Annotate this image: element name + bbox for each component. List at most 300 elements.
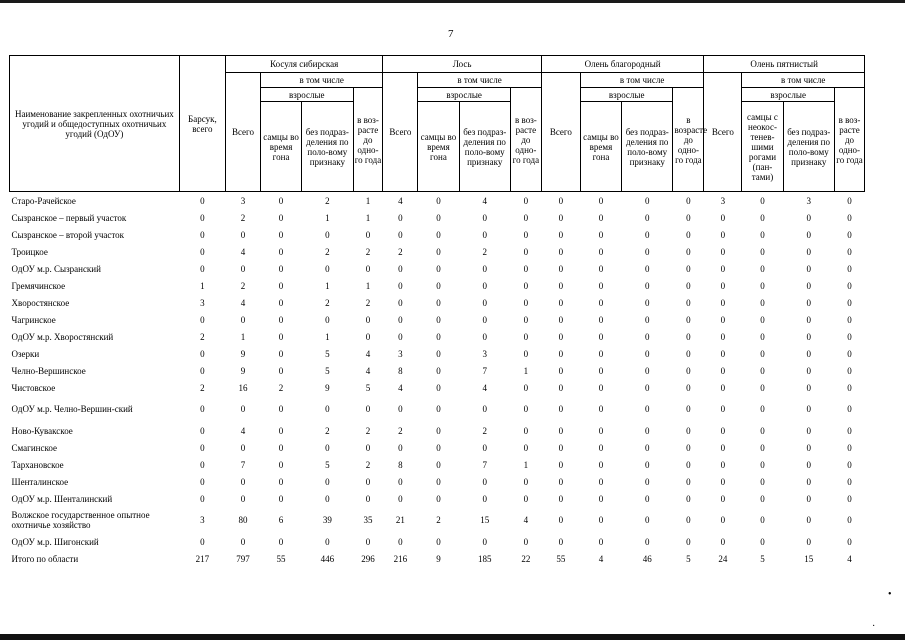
table-cell: 0 bbox=[806, 365, 811, 376]
hunting-ground-name: Ново-Кувакское bbox=[11, 425, 73, 436]
table-row bbox=[10, 277, 865, 294]
table-cell: 5 bbox=[686, 553, 691, 564]
table-cell: 0 bbox=[398, 442, 403, 453]
table-cell: 216 bbox=[393, 553, 408, 564]
hunting-ground-name: Челно-Вершинское bbox=[11, 365, 86, 376]
table-cell: 0 bbox=[760, 515, 765, 525]
table-cell: 0 bbox=[482, 331, 487, 342]
table-cell: 0 bbox=[806, 348, 811, 359]
subheader-adults: взрослые bbox=[580, 88, 673, 102]
table-cell: 0 bbox=[278, 493, 284, 504]
table-cell: 1 bbox=[523, 365, 529, 376]
table-cell: 16 bbox=[238, 382, 248, 393]
table-cell: 0 bbox=[720, 212, 726, 223]
group-header-sika-deer: Олень пятнистый bbox=[704, 56, 865, 73]
hunting-ground-name: ОдОУ м.р. Шенталинский bbox=[11, 493, 113, 504]
table-row bbox=[10, 456, 865, 473]
table-cell: 0 bbox=[278, 476, 284, 487]
table-cell: 3 bbox=[200, 297, 205, 308]
table-cell: 0 bbox=[482, 536, 487, 547]
table-cell: 0 bbox=[644, 476, 650, 487]
table-cell: 0 bbox=[760, 382, 765, 393]
table-cell: 0 bbox=[200, 365, 205, 376]
table-cell: 0 bbox=[436, 246, 441, 257]
table-cell: 9 bbox=[325, 382, 330, 393]
table-row bbox=[10, 192, 865, 210]
table-cell: 0 bbox=[644, 404, 650, 414]
table-cell: 0 bbox=[523, 476, 529, 487]
table-cell: 0 bbox=[365, 229, 371, 240]
table-cell: 0 bbox=[436, 536, 441, 547]
table-cell: 4 bbox=[847, 553, 852, 564]
table-cell: 797 bbox=[236, 553, 250, 564]
table-cell: 0 bbox=[720, 476, 726, 487]
table-cell: 0 bbox=[200, 195, 205, 206]
table-cell: 7 bbox=[240, 459, 246, 470]
table-cell: 0 bbox=[558, 314, 564, 325]
table-cell: 0 bbox=[558, 404, 564, 414]
table-cell: 0 bbox=[720, 382, 726, 393]
subheader-adults: взрослые bbox=[260, 88, 353, 102]
table-cell: 0 bbox=[847, 459, 852, 470]
table-cell: 0 bbox=[200, 476, 205, 487]
table-cell: 0 bbox=[847, 297, 852, 308]
table-cell: 39 bbox=[322, 515, 332, 525]
col-header-under-one-year: в воз-расте до одно-го года bbox=[353, 88, 383, 192]
table-cell: 0 bbox=[806, 459, 811, 470]
table-cell: 0 bbox=[847, 280, 852, 291]
table-cell: 1 bbox=[523, 459, 529, 470]
table-cell: 0 bbox=[644, 280, 650, 291]
col-header-total: Всего bbox=[226, 73, 261, 192]
table-cell: 0 bbox=[760, 348, 765, 359]
table-cell: 0 bbox=[598, 229, 604, 240]
table-cell: 0 bbox=[365, 442, 371, 453]
table-cell: 0 bbox=[436, 493, 441, 504]
table-cell: 0 bbox=[806, 229, 811, 240]
table-cell: 0 bbox=[686, 515, 691, 525]
table-row bbox=[10, 439, 865, 456]
table-cell: 0 bbox=[558, 365, 564, 376]
scan-speck: • bbox=[888, 589, 892, 600]
group-header-roe-deer: Косуля сибирская bbox=[226, 56, 383, 73]
table-cell: 0 bbox=[365, 493, 371, 504]
hunting-ground-name: ОдОУ м.р. Хворостянский bbox=[11, 331, 114, 342]
table-cell: 3 bbox=[398, 348, 403, 359]
col-header-males-rut: самцы во время гона bbox=[418, 102, 459, 192]
table-cell: 2 bbox=[325, 195, 330, 206]
table-cell: 55 bbox=[556, 553, 566, 564]
table-cell: 0 bbox=[720, 442, 726, 453]
table-cell: 0 bbox=[278, 404, 284, 414]
table-cell: 9 bbox=[436, 553, 441, 564]
top-border bbox=[0, 0, 905, 3]
table-cell: 0 bbox=[644, 331, 650, 342]
table-cell: 0 bbox=[598, 212, 604, 223]
table-cell: 24 bbox=[718, 553, 728, 564]
table-cell: 2 bbox=[365, 246, 371, 257]
table-cell: 0 bbox=[720, 493, 726, 504]
table-cell: 1 bbox=[240, 331, 246, 342]
table-cell: 0 bbox=[558, 493, 564, 504]
table-cell: 0 bbox=[806, 280, 811, 291]
table-cell: 0 bbox=[686, 297, 691, 308]
hunting-ground-name: ОдОУ м.р. Шигонский bbox=[11, 536, 99, 547]
hunting-ground-name: Сызранское – первый участок bbox=[11, 212, 127, 223]
table-cell: 4 bbox=[398, 382, 403, 393]
table-cell: 3 bbox=[720, 195, 726, 206]
table-cell: 0 bbox=[760, 493, 765, 504]
table-cell: 0 bbox=[558, 425, 564, 436]
table-cell: 0 bbox=[365, 536, 371, 547]
table-cell: 0 bbox=[686, 536, 691, 547]
table-cell: 0 bbox=[760, 365, 765, 376]
table-row bbox=[10, 379, 865, 396]
table-cell: 2 bbox=[325, 246, 330, 257]
table-row bbox=[10, 533, 865, 550]
table-cell: 2 bbox=[325, 297, 330, 308]
table-cell: 0 bbox=[200, 246, 205, 257]
table-cell: 0 bbox=[686, 195, 691, 206]
table-cell: 80 bbox=[238, 515, 248, 525]
table-cell: 8 bbox=[398, 365, 403, 376]
table-cell: 0 bbox=[598, 297, 604, 308]
table-cell: 55 bbox=[276, 553, 286, 564]
table-cell: 446 bbox=[320, 553, 335, 564]
table-cell: 0 bbox=[598, 365, 604, 376]
table-cell: 0 bbox=[720, 314, 726, 325]
table-cell: 0 bbox=[760, 331, 765, 342]
table-cell: 0 bbox=[847, 404, 852, 414]
table-cell: 1 bbox=[365, 195, 371, 206]
table-cell: 0 bbox=[278, 280, 284, 291]
table-cell: 0 bbox=[436, 442, 441, 453]
subheader-in-that-number: в том числе bbox=[418, 73, 541, 88]
table-cell: 0 bbox=[598, 425, 604, 436]
table-cell: 0 bbox=[806, 515, 811, 525]
table-cell: 9 bbox=[240, 365, 246, 376]
table-cell: 0 bbox=[806, 382, 811, 393]
table-cell: 0 bbox=[720, 348, 726, 359]
table-cell: 0 bbox=[720, 425, 726, 436]
table-cell: 0 bbox=[806, 314, 811, 325]
table-cell: 0 bbox=[398, 493, 403, 504]
table-cell: 0 bbox=[720, 280, 726, 291]
table-cell: 0 bbox=[436, 365, 441, 376]
table-row bbox=[10, 226, 865, 243]
col-header-total: Всего bbox=[383, 73, 418, 192]
table-cell: 0 bbox=[806, 331, 811, 342]
table-cell: 0 bbox=[278, 536, 284, 547]
table-cell: 0 bbox=[523, 280, 529, 291]
table-cell: 0 bbox=[686, 246, 691, 257]
table-cell: 6 bbox=[278, 515, 284, 525]
table-cell: 0 bbox=[760, 404, 765, 414]
table-cell: 5 bbox=[760, 553, 765, 564]
table-cell: 0 bbox=[436, 314, 441, 325]
table-cell: 15 bbox=[804, 553, 814, 564]
table-cell: 0 bbox=[598, 404, 604, 414]
table-cell: 4 bbox=[482, 195, 487, 206]
table-cell: 0 bbox=[436, 425, 441, 436]
subheader-in-that-number: в том числе bbox=[260, 73, 382, 88]
table-cell: 0 bbox=[278, 263, 284, 274]
table-cell: 0 bbox=[847, 493, 852, 504]
table-cell: 0 bbox=[482, 212, 487, 223]
table-cell: 0 bbox=[436, 212, 441, 223]
table-cell: 0 bbox=[847, 229, 852, 240]
table-cell: 0 bbox=[436, 404, 441, 414]
col-header-total: Всего bbox=[704, 73, 742, 192]
table-cell: 0 bbox=[760, 442, 765, 453]
table-cell: 0 bbox=[523, 297, 529, 308]
table-cell: 0 bbox=[482, 442, 487, 453]
table-cell: 0 bbox=[686, 263, 691, 274]
table-cell: 0 bbox=[278, 442, 284, 453]
table-cell: 0 bbox=[278, 365, 284, 376]
table-cell: 0 bbox=[523, 536, 529, 547]
table-cell: 0 bbox=[278, 246, 284, 257]
table-cell: 0 bbox=[686, 442, 691, 453]
table-cell: 0 bbox=[200, 314, 205, 325]
table-cell: 0 bbox=[644, 246, 650, 257]
table-cell: 3 bbox=[240, 195, 246, 206]
table-cell: 4 bbox=[240, 297, 246, 308]
table-cell: 0 bbox=[760, 459, 765, 470]
table-cell: 0 bbox=[686, 425, 691, 436]
table-cell: 0 bbox=[847, 195, 852, 206]
table-row bbox=[10, 490, 865, 507]
table-cell: 0 bbox=[558, 382, 564, 393]
table-cell: 0 bbox=[240, 493, 246, 504]
table-cell: 46 bbox=[642, 553, 652, 564]
table-cell: 0 bbox=[325, 493, 330, 504]
table-cell: 1 bbox=[365, 280, 371, 291]
table-cell: 0 bbox=[806, 246, 811, 257]
table-cell: 0 bbox=[558, 348, 564, 359]
table-cell: 0 bbox=[398, 314, 403, 325]
hunting-ground-name: Хворостянское bbox=[11, 297, 70, 308]
table-cell: 2 bbox=[482, 425, 487, 436]
table-cell: 0 bbox=[806, 263, 811, 274]
table-cell: 0 bbox=[806, 493, 811, 504]
table-cell: 0 bbox=[644, 425, 650, 436]
table-row bbox=[10, 311, 865, 328]
table-cell: 0 bbox=[720, 331, 726, 342]
table-cell: 0 bbox=[325, 404, 330, 414]
table-cell: 4 bbox=[240, 425, 246, 436]
table-cell: 0 bbox=[760, 263, 765, 274]
table-cell: 0 bbox=[847, 212, 852, 223]
hunting-ground-name: ОдОУ м.р. Сызранский bbox=[11, 263, 101, 274]
table-cell: 0 bbox=[240, 476, 246, 487]
table-cell: 0 bbox=[278, 348, 284, 359]
table-cell: 2 bbox=[365, 297, 371, 308]
table-cell: 0 bbox=[523, 331, 529, 342]
table-cell: 0 bbox=[278, 195, 284, 206]
table-cell: 21 bbox=[395, 515, 405, 525]
table-header bbox=[10, 56, 865, 192]
table-cell: 0 bbox=[847, 515, 852, 525]
table-cell: 0 bbox=[644, 515, 650, 525]
table-cell: 0 bbox=[598, 459, 604, 470]
table-cell: 4 bbox=[598, 553, 604, 564]
table-cell: 0 bbox=[365, 263, 371, 274]
table-cell: 0 bbox=[325, 476, 330, 487]
table-cell: 0 bbox=[558, 459, 564, 470]
table-cell: 0 bbox=[806, 536, 811, 547]
table-cell: 0 bbox=[847, 331, 852, 342]
table-cell: 2 bbox=[365, 459, 371, 470]
table-cell: 0 bbox=[325, 229, 330, 240]
table-cell: 0 bbox=[240, 442, 246, 453]
table-cell: 0 bbox=[436, 263, 441, 274]
table-cell: 0 bbox=[523, 425, 529, 436]
table-cell: 0 bbox=[760, 536, 765, 547]
hunting-ground-name: Троицкое bbox=[11, 246, 48, 257]
table-cell: 0 bbox=[760, 280, 765, 291]
hunting-ground-name: Старо-Рачейское bbox=[11, 195, 76, 206]
hunting-ground-name: Озерки bbox=[11, 348, 40, 359]
table-cell: 0 bbox=[558, 536, 564, 547]
table-cell: 0 bbox=[644, 493, 650, 504]
hunting-ground-name: Шенталинское bbox=[11, 476, 69, 487]
table-cell: 0 bbox=[482, 476, 487, 487]
table-cell: 0 bbox=[644, 263, 650, 274]
table-cell: 0 bbox=[686, 314, 691, 325]
table-cell: 0 bbox=[436, 229, 441, 240]
table-cell: 0 bbox=[398, 476, 403, 487]
table-cell: 0 bbox=[240, 404, 246, 414]
table-cell: 3 bbox=[482, 348, 487, 359]
table-cell: 0 bbox=[598, 314, 604, 325]
table-cell: 0 bbox=[558, 476, 564, 487]
table-row bbox=[10, 362, 865, 379]
table-cell: 0 bbox=[686, 382, 691, 393]
table-cell: 2 bbox=[482, 246, 487, 257]
table-cell: 2 bbox=[240, 212, 246, 223]
table-cell: 0 bbox=[398, 331, 403, 342]
table-cell: 0 bbox=[720, 536, 726, 547]
table-cell: 0 bbox=[686, 280, 691, 291]
table-cell: 0 bbox=[558, 195, 564, 206]
table-cell: 0 bbox=[644, 459, 650, 470]
table-cell: 0 bbox=[598, 515, 604, 525]
col-header-no-sex-split: без подраз-деления по поло-вому признаку bbox=[783, 102, 834, 192]
table-cell: 0 bbox=[523, 314, 529, 325]
table-cell: 0 bbox=[558, 263, 564, 274]
table-cell: 0 bbox=[436, 348, 441, 359]
table-cell: 2 bbox=[200, 331, 205, 342]
table-cell: 0 bbox=[558, 280, 564, 291]
table-cell: 0 bbox=[325, 314, 330, 325]
table-cell: 22 bbox=[521, 553, 531, 564]
table-cell: 0 bbox=[365, 476, 371, 487]
table-cell: 4 bbox=[240, 246, 246, 257]
table-cell: 0 bbox=[686, 493, 691, 504]
table-row bbox=[10, 243, 865, 260]
table-cell: 0 bbox=[200, 459, 205, 470]
table-row bbox=[10, 328, 865, 345]
table-cell: 5 bbox=[325, 348, 330, 359]
table-cell: 0 bbox=[482, 493, 487, 504]
table-cell: 0 bbox=[482, 229, 487, 240]
table-cell: 0 bbox=[806, 404, 811, 414]
group-header-red-deer: Олень благородный bbox=[541, 56, 704, 73]
table-cell: 0 bbox=[436, 297, 441, 308]
col-header-under-one-year: в возрасте до одно-го года bbox=[673, 88, 704, 192]
table-cell: 0 bbox=[644, 195, 650, 206]
table-cell: 0 bbox=[644, 297, 650, 308]
hunting-ground-name: Волжское государственное опытное охотничье хозяйство bbox=[11, 510, 150, 530]
table-cell: 0 bbox=[523, 212, 529, 223]
table-cell: 8 bbox=[398, 459, 403, 470]
hunting-ground-name: Смагинское bbox=[11, 442, 57, 453]
table-cell: 0 bbox=[760, 297, 765, 308]
table-cell: 0 bbox=[523, 195, 529, 206]
table-cell: 2 bbox=[240, 280, 246, 291]
table-cell: 0 bbox=[806, 297, 811, 308]
table-cell: 0 bbox=[523, 382, 529, 393]
table-cell: 0 bbox=[847, 425, 852, 436]
table-cell: 0 bbox=[558, 442, 564, 453]
table-cell: 0 bbox=[398, 263, 403, 274]
table-cell: 0 bbox=[598, 536, 604, 547]
table-cell: 0 bbox=[720, 365, 726, 376]
group-header-moose: Лось bbox=[383, 56, 541, 73]
table-cell: 0 bbox=[200, 536, 205, 547]
table-cell: 0 bbox=[847, 263, 852, 274]
table-cell: 0 bbox=[200, 404, 205, 414]
table-cell: 0 bbox=[644, 348, 650, 359]
table-cell: 0 bbox=[760, 425, 765, 436]
table-cell: 0 bbox=[398, 297, 403, 308]
table-cell: 0 bbox=[720, 515, 726, 525]
subheader-adults: взрослые bbox=[742, 88, 835, 102]
table-cell: 0 bbox=[436, 476, 441, 487]
hunting-ground-name: Чистовское bbox=[11, 382, 56, 393]
table-cell: 0 bbox=[436, 331, 441, 342]
hunting-ground-name: Чагринское bbox=[11, 314, 56, 325]
table-cell: 0 bbox=[325, 263, 330, 274]
table-cell: 185 bbox=[477, 553, 492, 564]
bottom-border bbox=[0, 634, 905, 640]
page-number: 7 bbox=[448, 28, 454, 40]
table-row bbox=[10, 396, 865, 422]
table-body bbox=[10, 192, 865, 568]
table-cell: 0 bbox=[598, 246, 604, 257]
table-cell: 0 bbox=[644, 365, 650, 376]
table-cell: 0 bbox=[598, 442, 604, 453]
hunting-ground-name: Гремячинское bbox=[11, 280, 66, 291]
table-cell: 0 bbox=[436, 459, 441, 470]
table-cell: 0 bbox=[278, 331, 284, 342]
table-cell: 0 bbox=[847, 442, 852, 453]
col-header-badger: Барсук, всего bbox=[179, 56, 225, 192]
hunting-ground-name: Тархановское bbox=[11, 459, 64, 470]
col-header-no-sex-split: без подраз-деления по поло-вому признаку bbox=[622, 102, 673, 192]
table-cell: 0 bbox=[720, 246, 726, 257]
table-cell: 0 bbox=[365, 314, 371, 325]
table-cell: 0 bbox=[760, 246, 765, 257]
table-cell: 0 bbox=[558, 515, 564, 525]
table-cell: 0 bbox=[760, 195, 765, 206]
col-header-name: Наименование закрепленных охотничьих угодий и общедоступных охотничьих угодий (ОдОУ) bbox=[10, 56, 180, 192]
table-cell: 0 bbox=[644, 442, 650, 453]
table-cell: 4 bbox=[398, 195, 403, 206]
table-cell: 2 bbox=[200, 382, 205, 393]
table-cell: 0 bbox=[200, 263, 205, 274]
